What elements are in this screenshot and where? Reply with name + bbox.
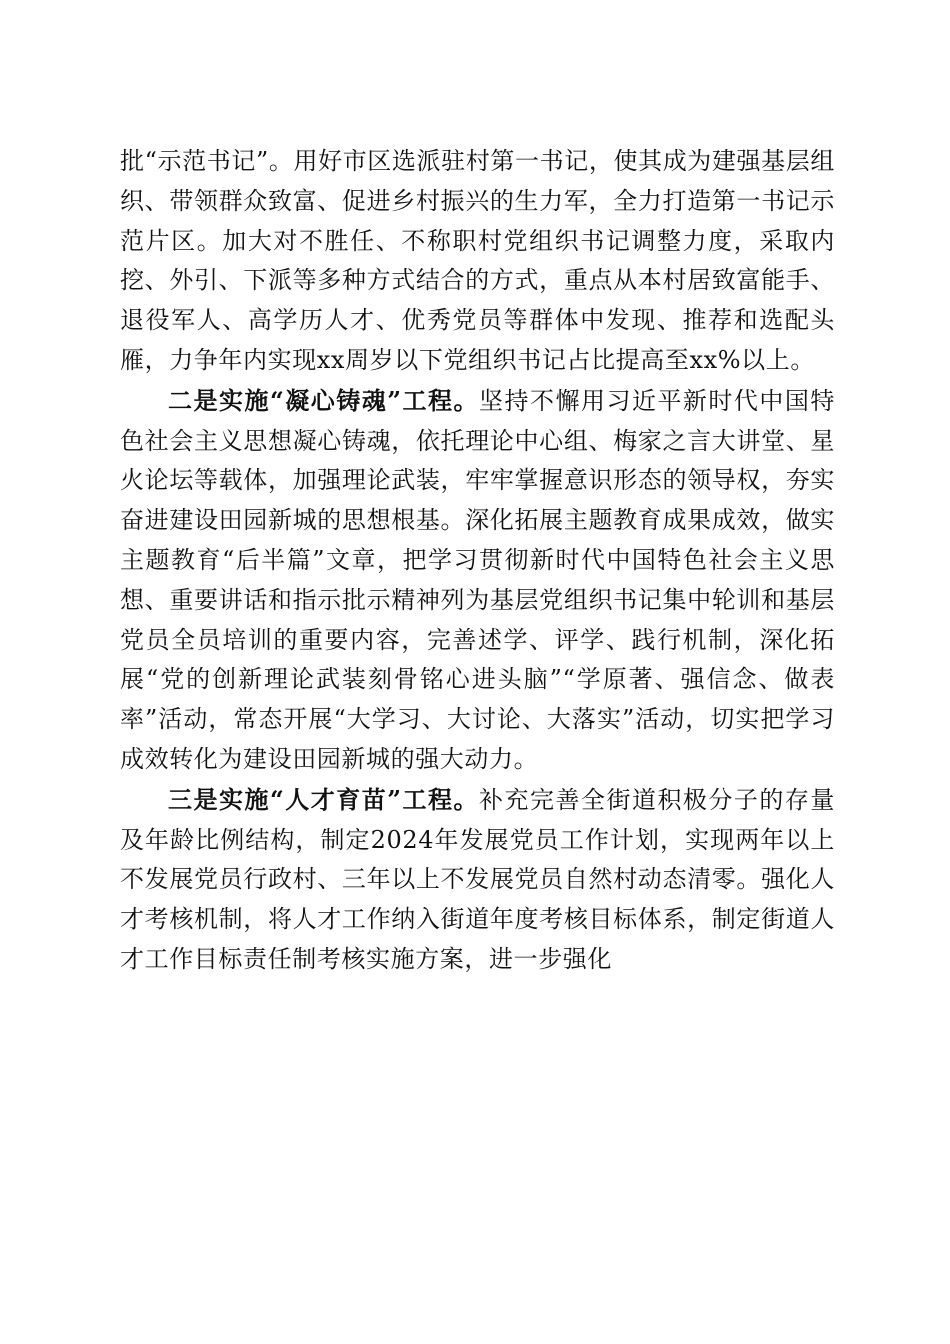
paragraph-lead-heading: 二是实施“凝心铸魂”工程。 <box>168 385 479 415</box>
paragraph-ren-cai-yu-miao <box>120 780 835 980</box>
paragraph-text: 批“示范书记”。用好市区选派驻村第一书记，使其成为建强基层组织、带领群众致富、促进乡村振兴的生力军，全力打造第一书记示范片区。加大对不胜任、不称职村党组织书记调整力度，采取内挖、外引、下派等多种方式结合的方式，重点从本村居致富能手、退役军人、高学历人才、优秀党员等群体中发现、推荐和选配头雁，力争年内实现xx周岁以下党组织书记占比提高至xx%以上。 <box>120 147 835 374</box>
paragraph-lead-heading: 三是实施“人才育苗”工程。 <box>168 784 479 814</box>
paragraph-ning-xin-zhu-hun <box>120 381 835 780</box>
paragraph-continuation <box>120 142 835 381</box>
paragraph-text: 坚持不懈用习近平新时代中国特色社会主义思想凝心铸魂，依托理论中心组、梅家之言大讲堂、星火论坛等载体，加强理论武装，牢牢掌握意识形态的领导权，夯实奋进建设田园新城的思想根基。深化拓展主题教育成果成效，做实主题教育“后半篇”文章，把学习贯彻新时代中国特色社会主义思想、重要讲话和指示批示精神列为基层党组织书记集中轮训和基层党员全员培训的重要内容，完善述学、评学、践行机制，深化拓展“党的创新理论武装刻骨铭心进头脑”“学原著、强信念、做表率”活动，常态开展“大学习、大讨论、大落实”活动，切实把学习成效转化为建设田园新城的强大动力。 <box>120 386 835 773</box>
document-body <box>120 142 835 980</box>
paragraph-text: 补充完善全街道积极分子的存量及年龄比例结构，制定2024年发展党员工作计划，实现两年以上不发展党员行政村、三年以上不发展党员自然村动态清零。强化人才考核机制，将人才工作纳入街道年度考核目标体系，制定街道人才工作目标责任制考核实施方案，进一步强化 <box>120 785 835 973</box>
